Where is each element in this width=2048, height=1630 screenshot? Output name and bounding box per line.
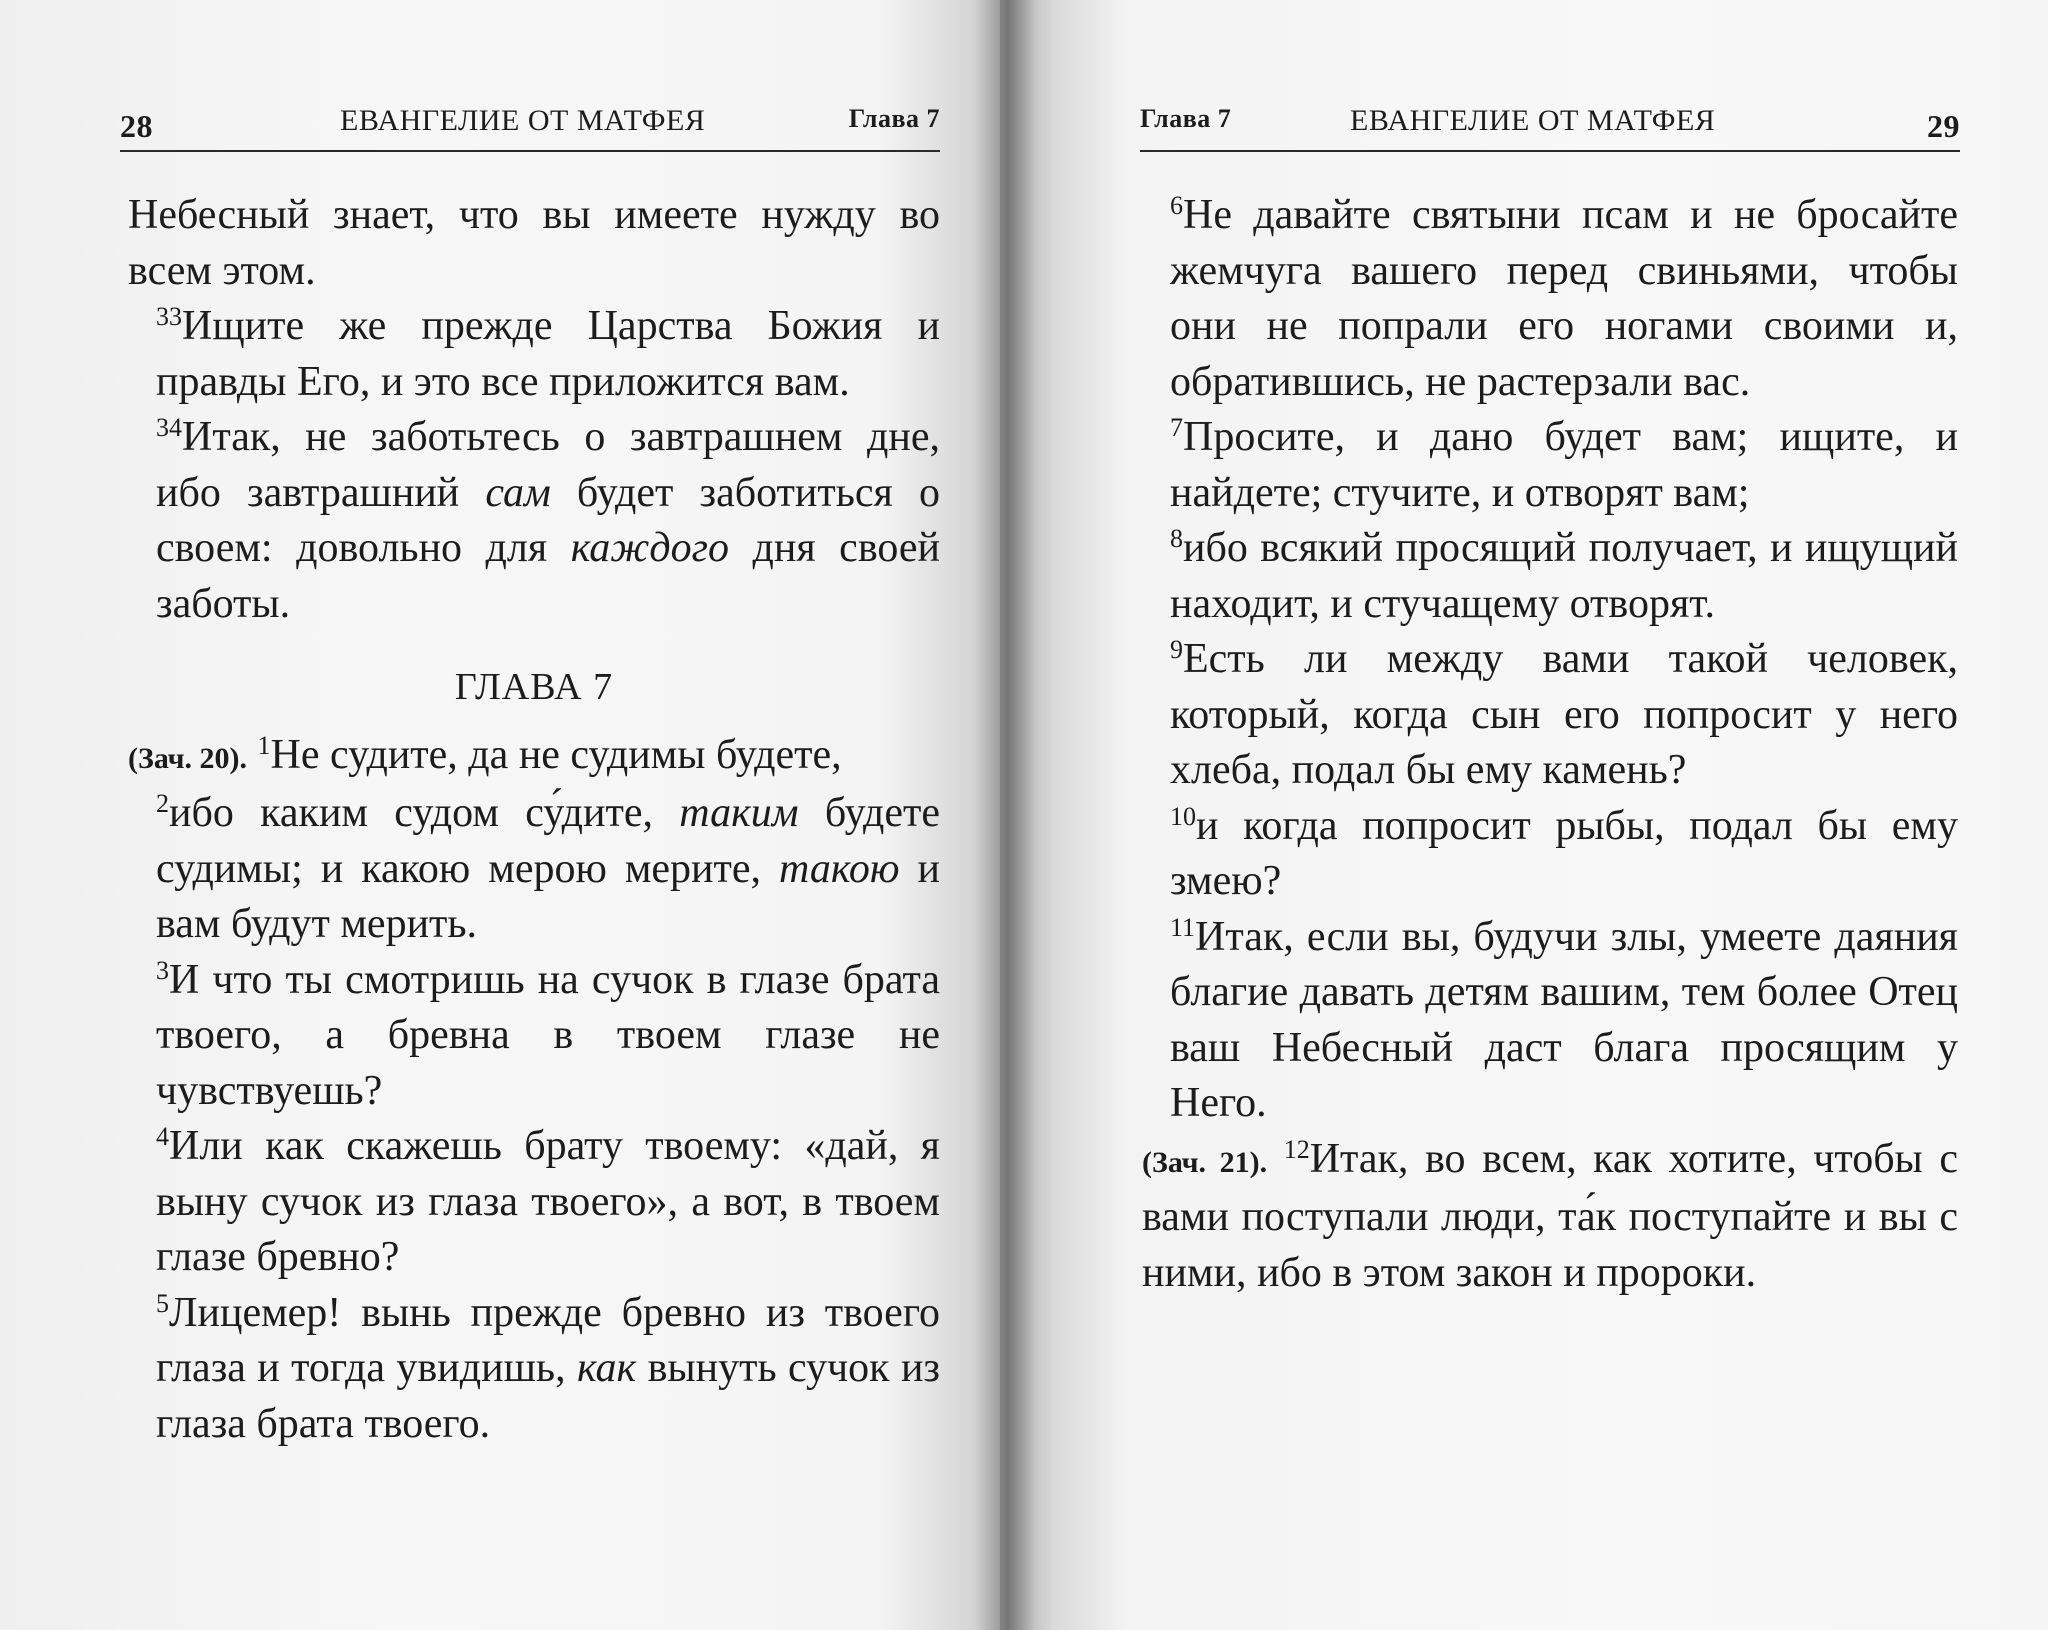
left-body-text	[128, 188, 940, 1452]
verse-number: 1	[257, 730, 271, 760]
verse-10	[1142, 799, 1958, 910]
italic-word: как	[576, 1345, 637, 1391]
left-running-chapter: Глава 7	[848, 104, 940, 133]
verse-1	[128, 728, 940, 787]
verse-text: Есть ли между вами такой человек, который, когда сын его попросит у него хлеба, подал бы ему камень?	[1170, 636, 1958, 793]
italic-word: каждого	[570, 525, 730, 571]
verse-5	[128, 1286, 940, 1453]
zachalo-label: (Зач. 20).	[128, 741, 248, 775]
verse-number: 6	[1170, 191, 1183, 220]
verse-text: дня своей заботы.	[156, 525, 941, 627]
verse-number: 4	[156, 1122, 169, 1151]
verse-text: Итак, не заботьтесь о завтрашнем дне, ибо завтрашний	[156, 414, 940, 516]
right-running-chapter: Глава 7	[1140, 104, 1232, 133]
continuation-paragraph	[128, 188, 940, 299]
verse-number: 3	[156, 955, 169, 985]
right-page-number: 29	[1927, 108, 1960, 144]
verse-number: 34	[156, 413, 182, 442]
verse-text: ибо всякий просящий получает, и ищущий находит, и стучащему отворят.	[1170, 525, 1958, 627]
verse-number: 11	[1170, 912, 1196, 942]
verse-8	[1142, 521, 1958, 632]
verse-number: 7	[1170, 413, 1183, 442]
verse-11	[1142, 910, 1958, 1132]
verse-12	[1142, 1132, 1958, 1302]
verse-number: 10	[1170, 801, 1196, 831]
right-body-text	[1142, 188, 1958, 1301]
italic-word: таким	[679, 790, 799, 836]
verse-text: Итак, во всем, как хотите, чтобы с вами поступали люди, та́к поступайте и вы с ними, ибо в этом закон и пророки.	[1142, 1135, 1958, 1296]
gutter-shadow	[975, 0, 1035, 1630]
verse-text: и вам будут мерить.	[156, 845, 940, 947]
verse-text: Итак, если вы, будучи злы, умеете даяния благие давать детям вашим, тем более Отец ваш Небесный даст блага просящим у Него.	[1170, 913, 1958, 1126]
verse-number: 33	[156, 302, 182, 331]
verse-4	[128, 1119, 940, 1286]
italic-word: сам	[485, 469, 551, 516]
zachalo-label: (Зач. 21).	[1142, 1145, 1268, 1179]
left-running-title: ЕВАНГЕЛИЕ ОТ МАТФЕЯ	[340, 104, 706, 137]
right-running-head	[1140, 100, 1960, 152]
verse-2	[128, 786, 940, 953]
verse-text: и когда попросит рыбы, подал бы ему змею?	[1170, 802, 1958, 904]
verse-number: 12	[1283, 1134, 1310, 1164]
verse-33	[128, 299, 940, 410]
chapter-heading: ГЛАВА 7	[454, 666, 614, 708]
right-running-title: ЕВАНГЕЛИЕ ОТ МАТФЕЯ	[1350, 104, 1716, 137]
verse-text: будете судимы; и какою мерою мерите,	[156, 790, 941, 892]
verse-text: будет заботиться о своем: довольно для	[156, 469, 940, 571]
continuation-text: Небесный знает, что вы имеете нужду во всем этом.	[128, 192, 940, 294]
verse-text: ибо каким судом су́дите,	[169, 790, 680, 836]
verse-9	[1142, 632, 1958, 799]
italic-word: такою	[779, 845, 900, 892]
verse-text: Лицемер! вынь прежде бревно из твоего глаза и тогда увидишь,	[156, 1289, 940, 1391]
left-page	[0, 0, 1000, 1630]
left-page-number: 28	[120, 108, 153, 144]
verse-number: 5	[156, 1288, 169, 1318]
verse-34	[128, 410, 940, 632]
verse-text: Не судите, да не судимы будете,	[270, 731, 842, 778]
verse-text: Не давайте святыни псам и не бросайте жемчуга вашего перед свиньями, чтобы они не попрали его ногами своими и, обратившись, не растерзали вас.	[1170, 192, 1958, 405]
verse-text: вынуть сучок из глаза брата твоего.	[156, 1345, 941, 1447]
verse-number: 9	[1170, 635, 1183, 664]
verse-7	[1142, 410, 1958, 521]
verse-3	[128, 953, 940, 1120]
verse-text: Ищите же прежде Царства Божия и правды Его, и это все приложится вам.	[156, 303, 940, 405]
verse-number: 8	[1170, 524, 1183, 553]
verse-text: И что ты смотришь на сучок в глазе брата твоего, а бревна в твоем глазе не чувствуешь?	[156, 956, 940, 1114]
left-running-head	[120, 100, 940, 152]
verse-6	[1142, 188, 1958, 410]
right-page	[1000, 0, 2048, 1630]
verse-number: 2	[156, 789, 169, 818]
verse-text: Или как скажешь брату твоему: «дай, я выну сучок из глаза твоего», а вот, в твоем глазе бревно?	[156, 1123, 940, 1280]
verse-text: Просите, и дано будет вам; ищите, и найдете; стучите, и отворят вам;	[1170, 414, 1958, 516]
